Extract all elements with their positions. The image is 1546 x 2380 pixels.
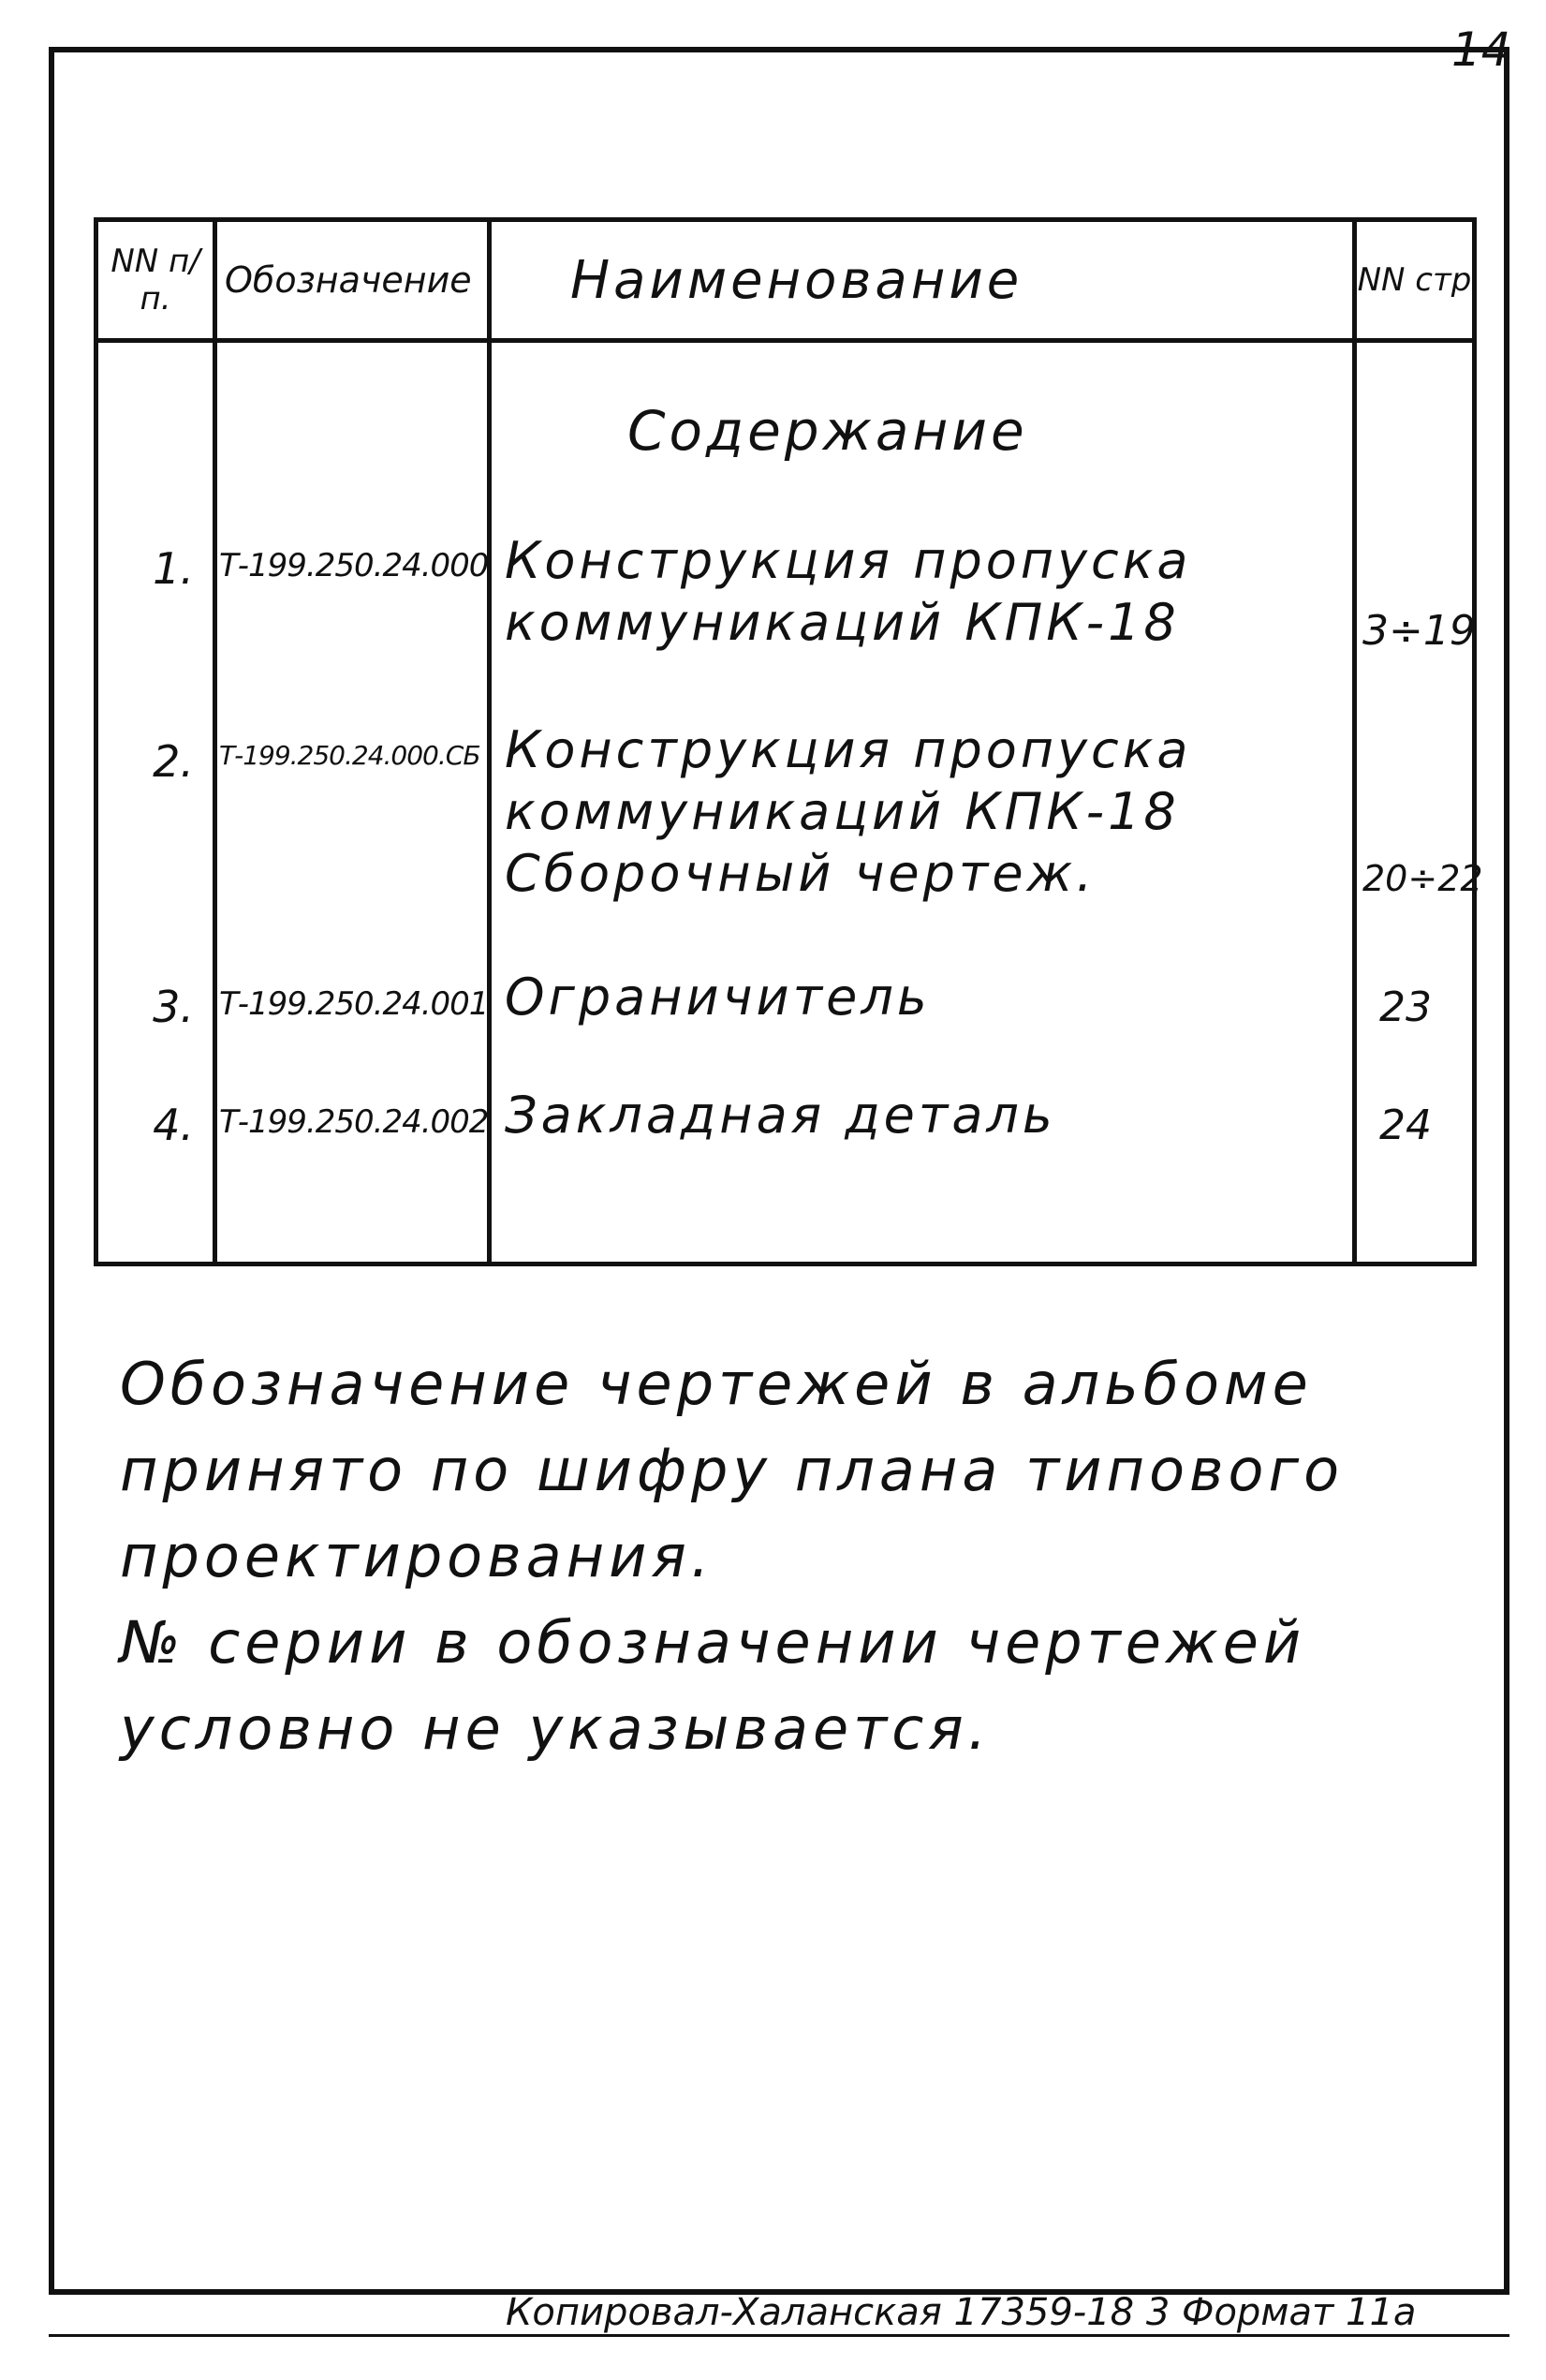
row-3-name	[505, 967, 931, 1028]
note-line: условно не указывается.	[120, 1694, 992, 1763]
header-pages: NN стр	[1355, 220, 1475, 341]
row-4-num: 4.	[153, 1100, 194, 1150]
note-line: проектирования.	[120, 1522, 714, 1590]
row-4-name	[505, 1085, 1056, 1146]
pages-column	[1355, 341, 1483, 1264]
header-name: Наименование	[490, 220, 1355, 341]
row-1-code: Т-199.250.24.000	[219, 547, 489, 584]
row-4-code: Т-199.250.24.002	[219, 1103, 489, 1141]
row-2-name-line: Сборочный чертеж.	[505, 844, 1097, 903]
section-title: Содержание	[627, 399, 1028, 463]
contents-table	[94, 217, 1483, 1266]
row-1-pages: 3÷19	[1362, 607, 1476, 655]
table-header-row	[96, 220, 1475, 341]
num-column	[96, 341, 215, 1264]
header-num: NN п/п.	[96, 220, 215, 341]
footer-divider	[49, 2334, 1509, 2337]
header-designation: Обозначение	[215, 220, 490, 341]
row-1-num: 1.	[153, 543, 194, 594]
row-1-name-line: Конструкция пропуска	[505, 531, 1192, 590]
row-3-pages: 23	[1379, 983, 1432, 1031]
row-2-pages: 20÷22	[1362, 858, 1483, 899]
row-3-num: 3.	[153, 982, 194, 1032]
row-3-code: Т-199.250.24.001	[219, 985, 489, 1023]
note-text	[120, 1341, 1344, 1772]
name-column	[490, 341, 1355, 1264]
page-number: 14	[1451, 22, 1511, 77]
table-body-row	[96, 341, 1475, 1264]
row-2-name-line: коммуникаций КПК-18	[505, 782, 1180, 841]
row-2-name-line: Конструкция пропуска	[505, 720, 1192, 779]
row-1-name	[505, 530, 1191, 654]
row-1-name-line: коммуникаций КПК-18	[505, 593, 1180, 652]
row-4-pages: 24	[1379, 1101, 1432, 1149]
row-2-code: Т-199.250.24.000.СБ	[219, 740, 480, 771]
code-column	[215, 341, 490, 1264]
row-4-name-line: Закладная деталь	[505, 1086, 1056, 1145]
note-line: № серии в обозначении чертежей	[120, 1608, 1306, 1677]
row-2-num: 2.	[153, 736, 194, 787]
row-2-name	[505, 719, 1191, 905]
row-3-name-line: Ограничитель	[505, 968, 931, 1027]
note-line: принято по шифру плана типового	[120, 1436, 1344, 1504]
note-line: Обозначение чертежей в альбоме	[120, 1350, 1313, 1418]
footer-stamp: Копировал-Халанская 17359-18 3 Формат 11а	[506, 2291, 1417, 2334]
